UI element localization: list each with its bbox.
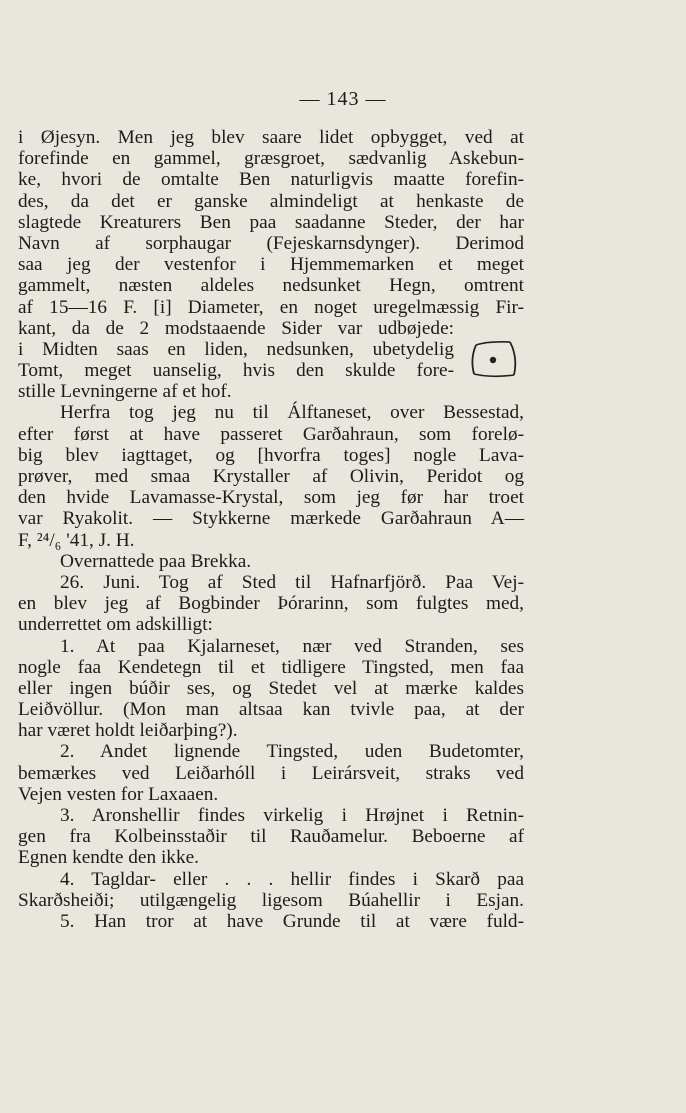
text-line: kant, da de 2 modstaaende Sider var udbøjede: — [18, 317, 454, 339]
text-line: Vejen vesten for Laxaaen. — [18, 783, 219, 805]
text-line: 5. Han tror at have Grunde til at være fuld- — [60, 910, 524, 932]
text-line: Herfra tog jeg nu til Álftaneset, over Bessestad, — [60, 402, 524, 424]
text-line: prøver, med smaa Krystaller af Olivin, Peridot og — [18, 466, 524, 487]
text-line: Navn af sorphaugar (Fejeskarnsdynger). Derimod — [18, 232, 524, 254]
text-line: saa jeg der vestenfor i Hjemmemarken et meget — [18, 254, 524, 276]
text-line: Tomt, meget uanselig, hvis den skulde fore- — [18, 360, 454, 382]
text-line: des, da det er ganske almindeligt at henkaste de — [18, 190, 524, 212]
text-line: nogle faa Kendetegn til et tidligere Tingsted, men faa — [18, 656, 524, 678]
text-line: big blev iagttaget, og [hvorfra toges] nogle Lava- — [18, 444, 524, 466]
text-line: 4. Tagldar- eller . . . hellir findes i Skarð paa — [60, 868, 524, 890]
text-line: en blev jeg af Bogbinder Þórarinn, som fulgtes med, — [18, 593, 524, 615]
text-line: har været holdt leiðarþing?). — [18, 720, 238, 742]
text-line: Leiðvöllur. (Mon man altsaa kan tvivle paa, at der — [18, 699, 524, 721]
page-number: — 143 — — [299, 88, 387, 110]
text-line: Overnattede paa Brekka. — [60, 550, 252, 572]
text-line: i Midten saas en liden, nedsunken, ubetydelig — [18, 338, 454, 360]
text-line: forefinde en gammel, græsgroet, sædvanlig Askebun- — [18, 148, 524, 170]
text-line: 1. At paa Kjalarneset, nær ved Stranden, ses — [60, 635, 524, 657]
text-line: stille Levningerne af et hof. — [18, 381, 232, 403]
text-line: Egnen kendte den ikke. — [18, 847, 199, 869]
text-line: underrettet om adskilligt: — [18, 614, 213, 636]
text-line: F, ²⁴/₆ '41, J. H. — [18, 529, 135, 551]
text-line: 2. Andet lignende Tingsted, uden Budetomter, — [60, 741, 524, 763]
text-line: slagtede Kreaturers Ben paa saadanne Steder, der har — [18, 211, 524, 233]
text-line: af 15—16 F. [i] Diameter, en noget uregelmæssig Fir- — [18, 296, 524, 318]
enclosure-sketch-icon — [466, 339, 518, 381]
text-line: var Ryakolit. — Stykkerne mærkede Garðahraun A— — [18, 508, 524, 530]
text-line: bemærkes ved Leiðarhóll i Leirársveit, straks ved — [18, 762, 524, 784]
text-line: eller ingen búðir ses, og Stedet vel at mærke kaldes — [18, 677, 524, 699]
text-line: gen fra Kolbeinsstaðir til Rauðamelur. Beboerne af — [18, 826, 524, 848]
text-line: efter først at have passeret Garðahraun, som forelø- — [18, 423, 524, 445]
text-line: 3. Aronshellir findes virkelig i Hrøjnet i Retnin- — [60, 805, 524, 826]
text-line: Skarðsheiði; utilgængelig ligesom Búahellir i Esjan. — [18, 889, 524, 911]
body-text — [18, 127, 524, 932]
text-line: den hvide Lavamasse-Krystal, som jeg før har troet — [18, 487, 524, 509]
text-line: ke, hvori de omtalte Ben naturligvis maatte forefin- — [18, 169, 524, 191]
text-line: gammelt, næsten aldeles nedsunket Hegn, omtrent — [18, 275, 524, 297]
text-line: i Øjesyn. Men jeg blev saare lidet opbygget, ved at — [18, 127, 524, 148]
text-line: 26. Juni. Tog af Sted til Hafnarfjörð. Paa Vej- — [60, 571, 524, 593]
